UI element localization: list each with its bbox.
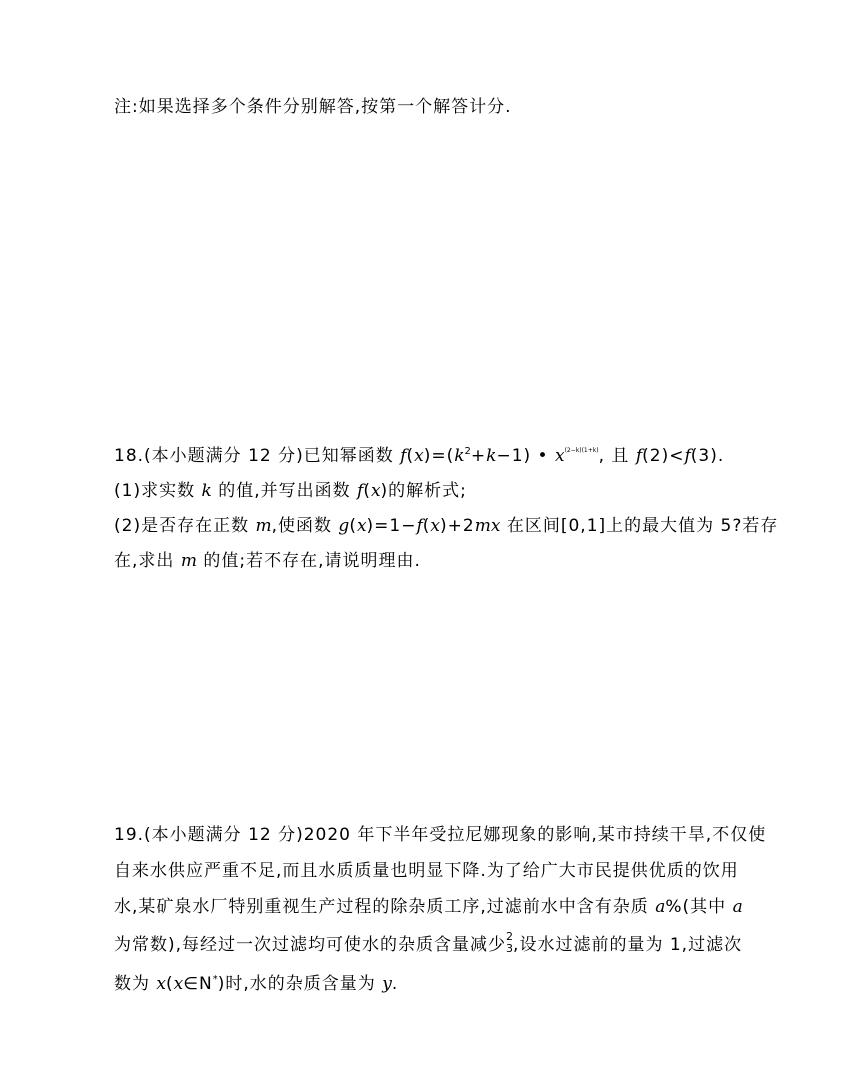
q19-line5-a: 数为 — [114, 974, 157, 994]
var-f: f — [400, 446, 407, 466]
var-a: a — [655, 897, 666, 917]
q18-and: , 且 — [598, 446, 636, 466]
question-18-line-1: 18.(本小题满分 12 分)已知幂函数 $f(x)=(k^2+k-1)$ • $x^{(2-k)(1+k)}$, 且 f(2)<f(3). — [114, 446, 725, 466]
natural-star: * — [212, 974, 218, 985]
q19-line4-a: 为常数),每经过一次过滤均可使水的杂质含量减少 — [114, 935, 507, 955]
q19-line5-c: ∈N — [183, 974, 213, 994]
part2-text-a: (2)是否存在正数 — [114, 516, 256, 536]
question-19-line-4 — [114, 930, 742, 957]
part2-text-c: )=1− — [366, 516, 417, 536]
var-x: x — [356, 516, 367, 536]
var-f: f — [684, 446, 691, 466]
minus-one: −1) — [496, 446, 532, 466]
var-x: x — [156, 974, 166, 994]
var-x: x — [370, 481, 381, 501]
var-m: m — [255, 516, 272, 536]
question-18-part-1: (1)求实数 k 的值,并写出函数 f(x)的解析式; — [114, 481, 467, 501]
q19-line4-b: ,设水过滤前的量为 1,过滤次 — [513, 935, 743, 955]
fraction-numerator: 2 — [506, 930, 514, 943]
fraction-two-thirds — [506, 931, 513, 955]
question-18-part-2: (2)是否存在正数 m,使函数 g(x)=1−f(x)+2mx 在区间[0,1]上的最大值为 5?若存 — [114, 516, 779, 536]
part1-text-a: (1)求实数 — [114, 481, 202, 501]
question-19-line-5 — [114, 969, 398, 994]
part1-text-b: 的值,并写出函数 — [211, 481, 358, 501]
fraction-denominator: 3 — [506, 942, 514, 955]
note-content: 注:如果选择多个条件分别解答,按第一个解答计分. — [114, 97, 512, 117]
var-x: x — [173, 974, 184, 994]
question-18-part-2-line-2 — [114, 546, 421, 571]
question-19-line-1 — [114, 820, 766, 845]
q18-header: 18.(本小题满分 12 分)已知幂函数 — [114, 446, 401, 466]
part2-text-e: 在区间[0,1]上的最大值为 5?若存 — [500, 516, 779, 536]
var-a: a — [732, 897, 743, 917]
var-k: k — [454, 446, 465, 466]
var-x: x — [430, 516, 441, 536]
part2-text-b: ,使函数 — [271, 516, 339, 536]
q19-line3-b: %(其中 — [665, 897, 733, 917]
var-k: k — [486, 446, 497, 466]
var-f: f — [635, 446, 643, 466]
q19-line5-b: ( — [166, 974, 174, 994]
question-19-line-3 — [114, 892, 743, 917]
q19-line1: 19.(本小题满分 12 分)2020 年下半年受拉尼娜现象的影响,某市持续干旱,不仅使 — [114, 825, 767, 845]
power-exponent: (2−k)(1+k) — [564, 447, 599, 454]
part2-line2-a: 在,求出 — [114, 551, 181, 571]
var-x: x — [555, 446, 565, 466]
var-x: x — [414, 446, 424, 466]
var-m: m — [180, 551, 197, 571]
q19-line3-a: 水,某矿泉水厂特别重视生产过程的除杂质工序,过滤前水中含有杂质 — [114, 897, 656, 917]
var-f: f — [357, 481, 364, 501]
k-squared-exponent: 2 — [464, 446, 471, 457]
var-f: f — [416, 516, 423, 536]
q18-f3: (3). — [690, 446, 725, 466]
part1-text-c: )的解析式; — [380, 481, 467, 501]
q19-line2: 自来水供应严重不足,而且水质质量也明显下降.为了给广大市民提供优质的饮用 — [114, 861, 739, 881]
plus-sign: + — [470, 446, 487, 466]
note-text — [114, 92, 512, 117]
q18-eq-open: )=( — [423, 446, 455, 466]
var-g: g — [338, 516, 350, 536]
q18-f2: (2)< — [642, 446, 685, 466]
q19-period: . — [391, 974, 399, 994]
var-mx: mx — [474, 516, 501, 536]
q19-line5-d: )时,水的杂质含量为 — [217, 974, 383, 994]
multiply-dot: • — [531, 446, 555, 466]
part2-line2-b: 的值;若不存在,请说明理由. — [196, 551, 421, 571]
question-19-line-2 — [114, 856, 739, 881]
part2-text-d: )+2 — [440, 516, 475, 536]
var-y: y — [382, 974, 392, 994]
var-k: k — [201, 481, 212, 501]
